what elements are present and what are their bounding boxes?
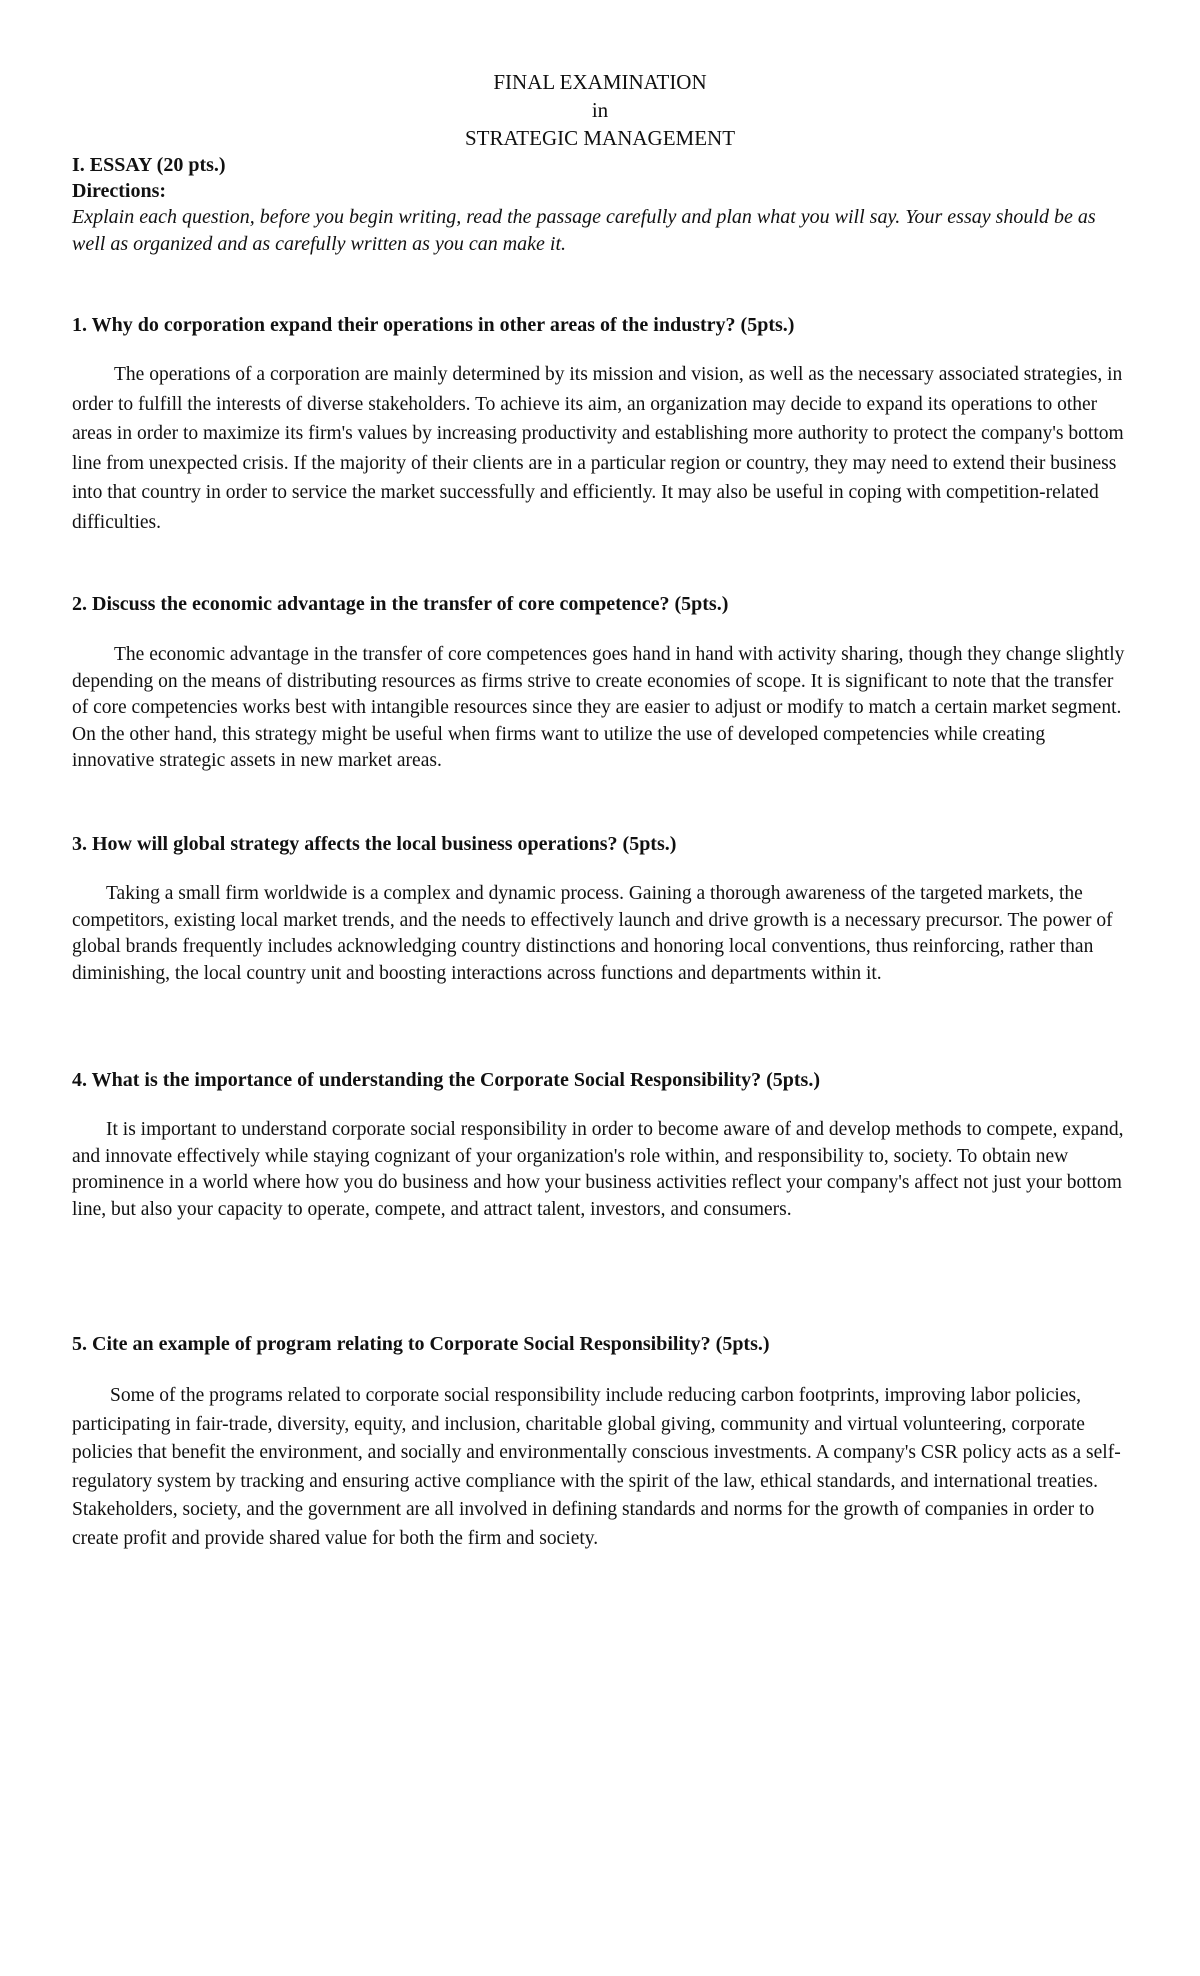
answer-4: It is important to understand corporate social responsibility in order to become aware of and develop methods to compete, expand, and innovate effectively while staying cognizant of your organization's role within, and responsibility to, society. To obtain new prominence in a world where how you do business and how your business activities reflect your company's affect not just your bottom line, but also your capacity to operate, compete, and attract talent, investors, and consumers. [72, 1119, 1124, 1220]
exam-document [72, 68, 1128, 1549]
answer-2: The economic advantage in the transfer of core competences goes hand in hand with activity sharing, though they change slightly depending on the means of distributing resources as firms strive to create economies of scope. It is significant to note that the transfer of core competencies works best with intangible resources since they are easier to adjust or modify to match a certain market segment. On the other hand, this strategy might be useful when firms want to utilize the use of developed competencies while creating innovative strategic assets in new market areas. [72, 644, 1125, 771]
section-heading: I. ESSAY (20 pts.) [72, 154, 226, 176]
directions-label: Directions: [72, 180, 167, 202]
answer-1: The operations of a corporation are mainly determined by its mission and vision, as well as the necessary associated strategies, in order to fulfill the interests of diverse stakeholders. To achieve its aim, an organization may decide to expand its operations to other areas in order to maximize its firm's values by increasing productivity and establishing more authority to protect the company's bottom line from unexpected crisis. If the majority of their clients are in a particular region or country, they may need to extend their business into that country in order to service the market successfully and efficiently. It may also be useful in coping with competition-related difficulties. [72, 364, 1124, 533]
exam-title [72, 68, 1128, 152]
question-5: 5. Cite an example of program relating to Corporate Social Responsibility? (5pts.) [72, 1333, 770, 1355]
directions-text: Explain each question, before you begin writing, read the passage carefully and plan what you will say. Your essay should be as well as organized and as carefully written as you can make it. [72, 206, 1096, 255]
answer-3: Taking a small firm worldwide is a complex and dynamic process. Gaining a thorough awareness of the targeted markets, the competitors, existing local market trends, and the needs to effectively launch and drive growth is a necessary precursor. The power of global brands frequently includes acknowledging country distinctions and honoring local conventions, thus reinforcing, rather than diminishing, the local country unit and boosting interactions across functions and departments within it. [72, 883, 1113, 984]
title-line-2: in [591, 98, 609, 122]
question-1: 1. Why do corporation expand their operations in other areas of the industry? (5pts.) [72, 314, 795, 336]
question-4: 4. What is the importance of understanding the Corporate Social Responsibility? (5pts.) [72, 1069, 820, 1091]
answer-5: Some of the programs related to corporate social responsibility include reducing carbon footprints, improving labor policies, participating in fair-trade, diversity, equity, and inclusion, charitable global giving, community and virtual volunteering, corporate policies that benefit the environment, and socially and environmentally conscious investments. A company's CSR policy acts as a self-regulatory system by tracking and ensuring active compliance with the spirit of the law, ethical standards, and international treaties. Stakeholders, society, and the government are all involved in defining standards and norms for the growth of companies in order to create profit and provide shared value for both the firm and society. [72, 1385, 1121, 1549]
title-line-3: STRATEGIC MANAGEMENT [464, 126, 736, 150]
question-3: 3. How will global strategy affects the local business operations? (5pts.) [72, 833, 677, 855]
title-line-1: FINAL EXAMINATION [493, 70, 707, 94]
question-2: 2. Discuss the economic advantage in the transfer of core competence? (5pts.) [72, 593, 729, 615]
